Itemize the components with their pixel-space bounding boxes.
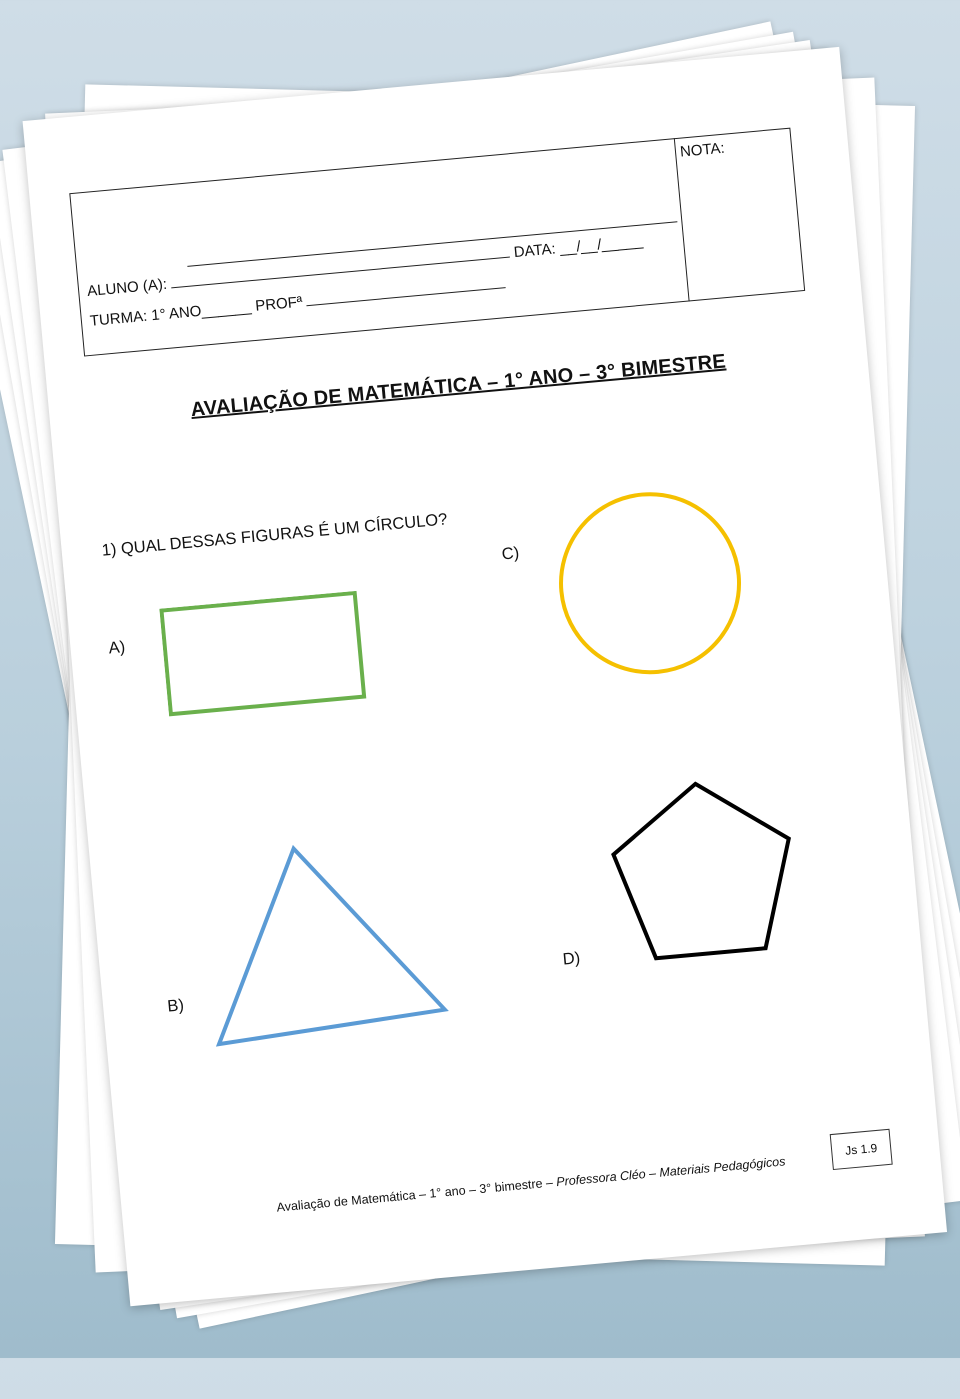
student-info-box	[69, 128, 805, 357]
page-title: AVALIAÇÃO DE MATEMÁTICA – 1° ANO – 3° BIMESTRE	[189, 350, 727, 422]
teacher-field[interactable]	[306, 273, 507, 306]
footer-text	[122, 1140, 940, 1228]
option-a-label: A)	[107, 638, 126, 658]
option-c-label: C)	[500, 543, 520, 564]
teacher-label: PROFª	[254, 293, 304, 315]
worksheet-page	[23, 47, 947, 1306]
class-label: TURMA: 1° ANO______	[89, 298, 252, 330]
date-field[interactable]: __/__/_____	[559, 232, 644, 257]
circle-shape[interactable]	[549, 482, 751, 684]
option-b-label: B)	[166, 996, 185, 1016]
option-d-label: D)	[561, 949, 581, 969]
triangle-shape[interactable]	[198, 832, 451, 1049]
rectangle-shape[interactable]	[159, 591, 368, 719]
question-text: 1) QUAL DESSAS FIGURAS É UM CÍRCULO?	[101, 510, 449, 560]
reference-code: Js 1.9	[830, 1129, 893, 1170]
footer-plain: Avaliação de Matemática – 1° ano – 3° bimestre –	[276, 1175, 557, 1215]
student-name-label: ALUNO (A):	[86, 275, 168, 300]
grade-box[interactable]	[674, 128, 805, 302]
grade-label: NOTA:	[679, 139, 726, 161]
date-label: DATA:	[513, 240, 557, 262]
footer-author: Professora Cléo – Materiais Pedagógicos	[555, 1154, 786, 1190]
pentagon-shape[interactable]	[603, 772, 803, 968]
